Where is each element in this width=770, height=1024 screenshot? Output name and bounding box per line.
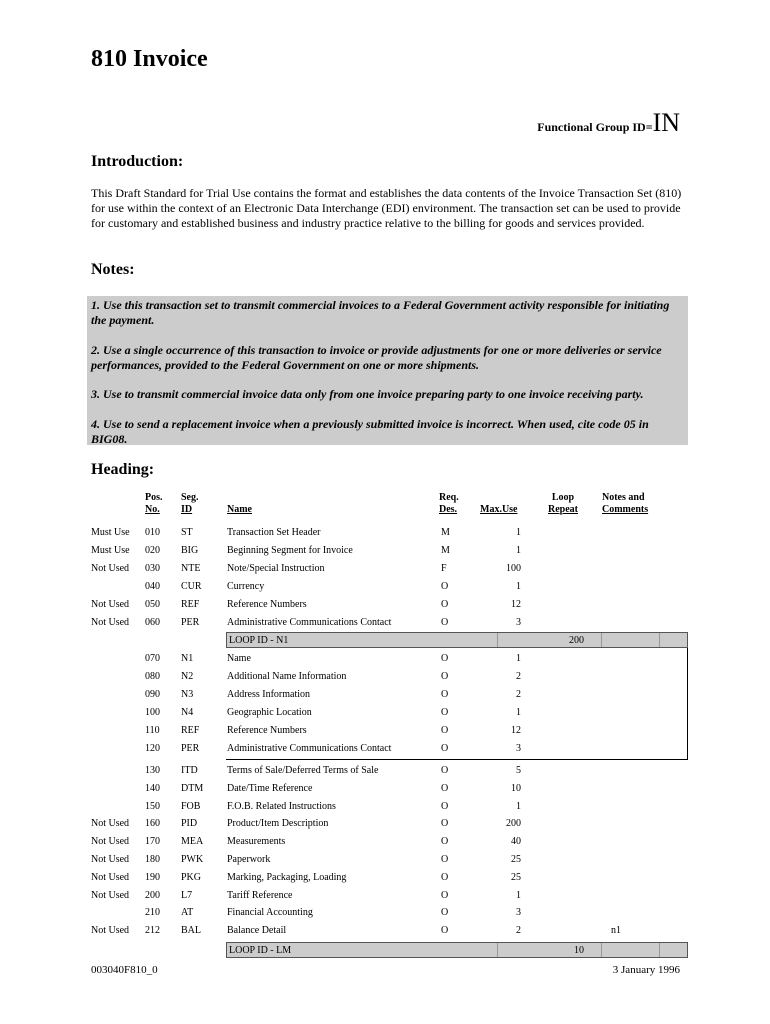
usage-cell: Not Used (91, 617, 130, 628)
name-cell: Reference Numbers (227, 725, 307, 736)
usage-cell: Not Used (91, 818, 130, 830)
notes-cell: n1 (611, 925, 621, 937)
max-use-cell: 3 (516, 907, 521, 919)
table-row (0, 563, 770, 579)
req-des-cell: O (441, 836, 449, 848)
table-row (0, 617, 770, 633)
table-row (0, 581, 770, 597)
max-use-cell: 100 (506, 563, 521, 574)
req-des-cell: F (441, 563, 447, 574)
name-cell: Terms of Sale/Deferred Terms of Sale (227, 765, 379, 776)
pos-cell: 100 (145, 707, 160, 718)
max-use-cell: 200 (506, 818, 521, 830)
functional-group-label: Functional Group ID= (537, 120, 653, 134)
name-cell: Name (227, 653, 251, 664)
name-cell: Transaction Set Header (227, 527, 321, 538)
max-use-cell: 12 (511, 725, 521, 736)
max-use-cell: 25 (511, 854, 521, 865)
col-name: Name (227, 504, 252, 515)
pos-cell: 050 (145, 599, 160, 610)
name-cell: Address Information (227, 689, 311, 700)
note-2: 2. Use a single occurrence of this transaction to invoice or provide adjustments for one or more deliveries or service performances, provided to the Federal Government on one or more shipments. (91, 343, 662, 372)
req-des-cell: O (441, 671, 449, 682)
usage-cell: Not Used (91, 925, 130, 937)
pos-cell: 060 (145, 617, 160, 628)
pos-cell: 212 (145, 925, 160, 937)
seg-id-cell: PER (181, 743, 200, 754)
seg-id-cell: ITD (181, 765, 198, 776)
pos-cell: 150 (145, 800, 160, 812)
pos-cell: 070 (145, 653, 160, 664)
col-maxuse: Max.Use (480, 504, 518, 515)
name-cell: Marking, Packaging, Loading (227, 871, 347, 883)
max-use-cell: 1 (516, 707, 521, 718)
table-row (0, 725, 770, 741)
table-row (0, 689, 770, 705)
loop-repeat: 10 (574, 945, 584, 956)
req-des-cell: O (441, 581, 449, 592)
max-use-cell: 25 (511, 871, 521, 883)
max-use-cell: 12 (511, 599, 521, 610)
col-seg-2: ID (181, 504, 193, 515)
table-row (0, 836, 770, 852)
req-des-cell: O (441, 743, 449, 754)
table-row (0, 907, 770, 923)
req-des-cell: O (441, 854, 449, 865)
req-des-cell: O (441, 689, 449, 700)
table-row (0, 925, 770, 941)
pos-cell: 160 (145, 818, 160, 830)
pos-cell: 210 (145, 907, 160, 919)
max-use-cell: 2 (516, 671, 521, 682)
name-cell: Paperwork (227, 854, 271, 865)
col-loop-1: Loop (551, 492, 575, 503)
seg-id-cell: AT (181, 907, 194, 919)
name-cell: Reference Numbers (227, 599, 307, 610)
pos-cell: 130 (145, 765, 160, 776)
table-row (0, 599, 770, 615)
max-use-cell: 5 (516, 765, 521, 776)
req-des-cell: O (441, 599, 449, 610)
seg-id-cell: BIG (181, 545, 199, 556)
note-3: 3. Use to transmit commercial invoice data only from one invoice preparing party to one invoice receiving party. (91, 387, 644, 401)
seg-id-cell: FOB (181, 800, 201, 812)
name-cell: Balance Detail (227, 925, 287, 937)
introduction-heading: Introduction: (91, 153, 184, 170)
req-des-cell: O (441, 782, 449, 794)
max-use-cell: 1 (516, 889, 521, 901)
seg-id-cell: PID (181, 818, 198, 830)
usage-cell: Not Used (91, 854, 130, 865)
seg-id-cell: ST (181, 527, 193, 538)
notes-heading: Notes: (91, 261, 135, 278)
req-des-cell: O (441, 617, 449, 628)
usage-cell: Not Used (91, 599, 130, 610)
seg-id-cell: NTE (181, 563, 201, 574)
table-row (0, 671, 770, 687)
table-row (0, 801, 770, 817)
req-des-cell: O (441, 871, 449, 883)
name-cell: Beginning Segment for Invoice (227, 545, 353, 556)
note-4: 4. Use to send a replacement invoice when a previously submitted invoice is incorrect. When used, cite code 05 in BIG08. (91, 417, 649, 446)
name-cell: Product/Item Description (227, 818, 329, 830)
usage-cell: Not Used (91, 889, 130, 901)
pos-cell: 090 (145, 689, 160, 700)
col-pos-1: Pos. (145, 492, 163, 503)
name-cell: Additional Name Information (227, 671, 347, 682)
footer-date: 3 January 1996 (612, 964, 680, 976)
max-use-cell: 1 (516, 581, 521, 592)
seg-id-cell: REF (181, 599, 200, 610)
req-des-cell: O (441, 707, 449, 718)
max-use-cell: 3 (516, 617, 521, 628)
col-req-2: Des. (439, 504, 458, 515)
seg-id-cell: N3 (181, 689, 194, 700)
req-des-cell: M (441, 545, 450, 556)
table-row (0, 707, 770, 723)
pos-cell: 030 (145, 563, 160, 574)
seg-id-cell: DTM (181, 782, 204, 794)
footer-doc-id: 003040F810_0 (91, 964, 158, 976)
max-use-cell: 40 (511, 836, 521, 848)
loop-label: LOOP ID - LM (229, 945, 292, 956)
table-row (0, 872, 770, 888)
name-cell: Currency (227, 581, 265, 592)
loop-bar-n1 (226, 632, 688, 648)
col-pos-2: No. (145, 504, 160, 515)
pos-cell: 010 (145, 527, 160, 538)
req-des-cell: O (441, 889, 449, 901)
seg-id-cell: MEA (181, 836, 204, 848)
req-des-cell: O (441, 725, 449, 736)
pos-cell: 080 (145, 671, 160, 682)
req-des-cell: O (441, 800, 449, 812)
seg-id-cell: REF (181, 725, 200, 736)
seg-id-cell: L7 (181, 889, 193, 901)
seg-id-cell: PWK (181, 854, 204, 865)
table-row (0, 545, 770, 561)
pos-cell: 140 (145, 782, 160, 794)
loop-repeat: 200 (569, 635, 584, 646)
pos-cell: 200 (145, 889, 160, 901)
max-use-cell: 3 (516, 743, 521, 754)
table-row (0, 783, 770, 799)
seg-id-cell: PKG (181, 871, 202, 883)
pos-cell: 190 (145, 871, 160, 883)
name-cell: Administrative Communications Contact (227, 617, 392, 628)
loop-label: LOOP ID - N1 (229, 635, 289, 646)
pos-cell: 040 (145, 581, 160, 592)
pos-cell: 180 (145, 854, 160, 865)
req-des-cell: O (441, 765, 449, 776)
name-cell: Note/Special Instruction (227, 563, 325, 574)
functional-group-id (537, 108, 680, 138)
seg-id-cell: PER (181, 617, 200, 628)
col-notes-2: Comments (602, 504, 649, 515)
max-use-cell: 1 (516, 800, 521, 812)
max-use-cell: 2 (516, 925, 521, 937)
note-1: 1. Use this transaction set to transmit commercial invoices to a Federal Government activity responsible for initiating the payment. (91, 298, 670, 327)
max-use-cell: 1 (516, 527, 521, 538)
table-row (0, 743, 770, 759)
usage-cell: Must Use (91, 527, 130, 538)
introduction-text: This Draft Standard for Trial Use contains the format and establishes the data contents of the Invoice Transaction Set (810) for use within the context of an Electronic Data Interchange (EDI) environment. The transaction set can be used to provide for customary and established business and industry practice relative to the billing for goods and services provided. (91, 186, 682, 230)
heading-section-title: Heading: (91, 461, 155, 478)
name-cell: Date/Time Reference (227, 782, 313, 794)
usage-cell: Must Use (91, 545, 130, 556)
req-des-cell: O (441, 925, 449, 937)
max-use-cell: 2 (516, 689, 521, 700)
page-title: 810 Invoice (91, 46, 208, 72)
table-row (0, 653, 770, 669)
col-req-1: Req. (439, 492, 459, 503)
req-des-cell: O (441, 907, 449, 919)
name-cell: F.O.B. Related Instructions (227, 800, 336, 812)
max-use-cell: 10 (511, 782, 521, 794)
max-use-cell: 1 (516, 653, 521, 664)
seg-id-cell: BAL (181, 925, 201, 937)
table-row (0, 854, 770, 870)
pos-cell: 020 (145, 545, 160, 556)
table-row (0, 818, 770, 834)
req-des-cell: O (441, 653, 449, 664)
name-cell: Tariff Reference (227, 889, 293, 901)
pos-cell: 110 (145, 725, 160, 736)
seg-id-cell: N4 (181, 707, 194, 718)
col-seg-1: Seg. (181, 492, 199, 503)
name-cell: Administrative Communications Contact (227, 743, 392, 754)
loop-bar-lm (226, 942, 688, 958)
col-loop-2: Repeat (548, 504, 578, 515)
req-des-cell: M (441, 527, 450, 538)
usage-cell: Not Used (91, 871, 130, 883)
table-row (0, 765, 770, 781)
functional-group-value: IN (652, 108, 680, 137)
seg-id-cell: CUR (181, 581, 202, 592)
pos-cell: 120 (145, 743, 160, 754)
usage-cell: Not Used (91, 836, 130, 848)
table-row (0, 890, 770, 906)
seg-id-cell: N1 (181, 653, 194, 664)
pos-cell: 170 (145, 836, 160, 848)
col-notes-1: Notes and (602, 492, 645, 503)
name-cell: Financial Accounting (227, 907, 313, 919)
name-cell: Geographic Location (227, 707, 312, 718)
usage-cell: Not Used (91, 563, 130, 574)
max-use-cell: 1 (516, 545, 521, 556)
table-row (0, 527, 770, 543)
name-cell: Measurements (227, 836, 286, 848)
seg-id-cell: N2 (181, 671, 194, 682)
req-des-cell: O (441, 818, 449, 830)
